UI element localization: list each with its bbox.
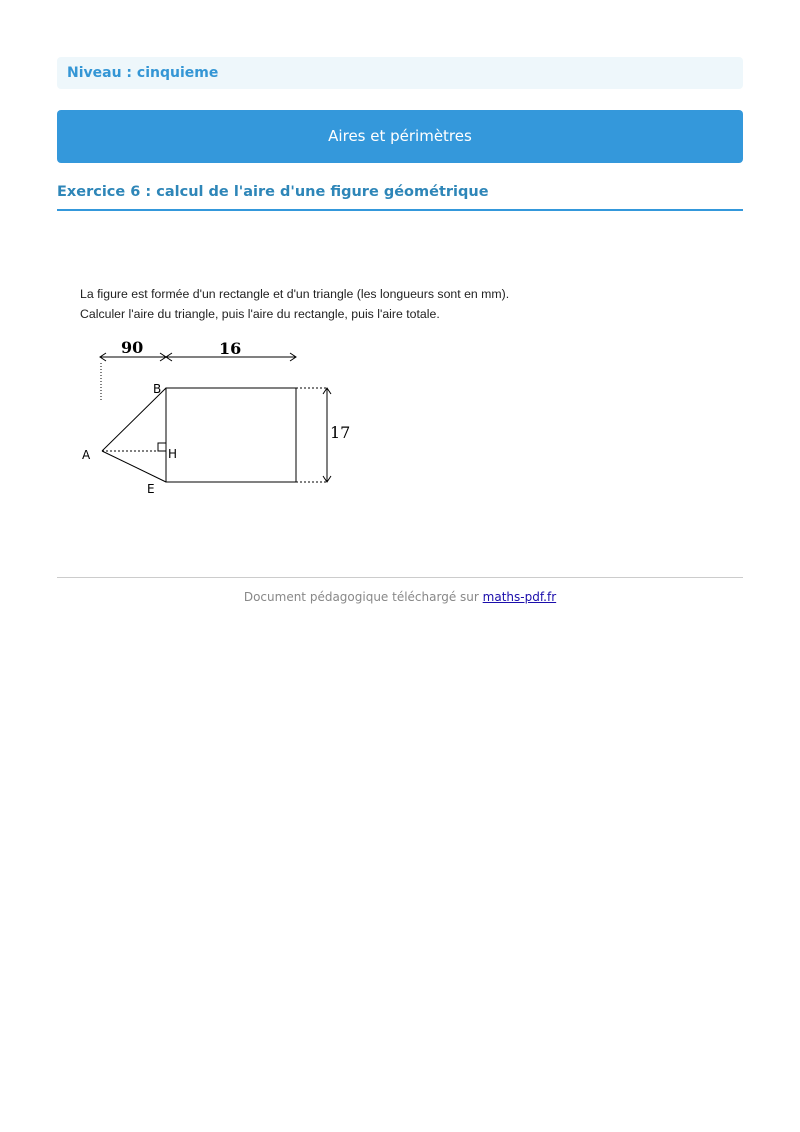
point-label-b: B (153, 382, 162, 396)
right-angle-marker (158, 443, 166, 451)
point-label-e: E (147, 482, 155, 496)
footer-divider (57, 577, 743, 578)
geometry-figure (0, 330, 400, 500)
dimension-label-16: 16 (219, 339, 242, 358)
point-label-a: A (82, 448, 91, 462)
statement-line-2: Calculer l'aire du triangle, puis l'aire du rectangle, puis l'aire totale. (80, 307, 440, 321)
point-label-h: H (168, 447, 178, 461)
level-label: Niveau : cinquieme (67, 65, 219, 81)
dimension-arrow-right (296, 388, 331, 482)
dimension-label-17: 17 (330, 423, 351, 442)
exercise-statement (80, 284, 600, 324)
level-badge (57, 57, 743, 89)
topic-title-bar (57, 110, 743, 163)
footer-link[interactable]: maths-pdf.fr (482, 590, 557, 604)
footer (57, 590, 743, 604)
statement-line-1: La figure est formée d'un rectangle et d'un triangle (les longueurs sont en mm). (80, 287, 510, 301)
rectangle-shape (166, 388, 296, 482)
topic-title: Aires et périmètres (328, 127, 472, 145)
exercise-title: Exercice 6 : calcul de l'aire d'une figure géométrique (57, 184, 743, 211)
footer-text: Document pédagogique téléchargé sur (243, 590, 479, 604)
dimension-label-90: 90 (121, 338, 144, 357)
triangle-shape (102, 388, 166, 482)
